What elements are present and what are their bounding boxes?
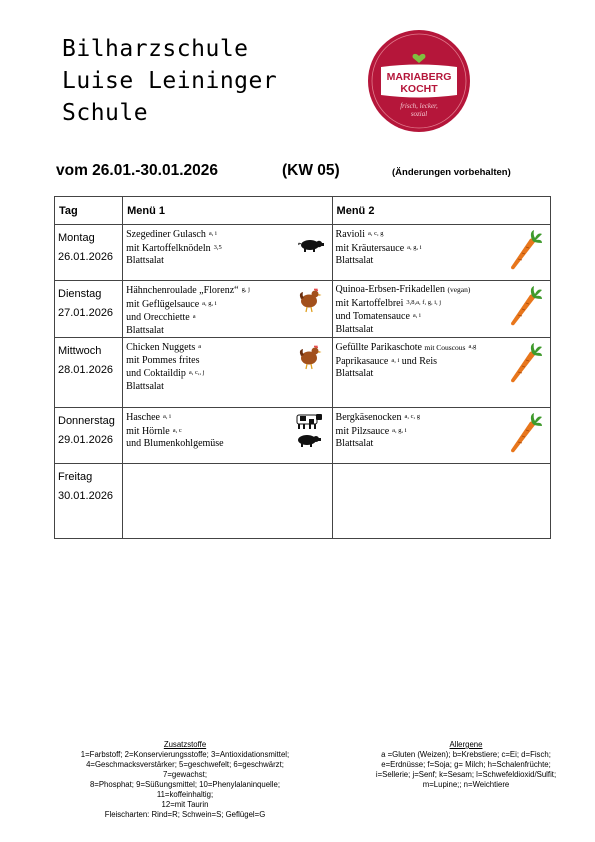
dish-description	[333, 464, 550, 467]
allergens-line: i=Sellerie; j=Senf; k=Sesam; l=Schwefeldioxid/Sulfit;	[375, 770, 557, 779]
dish-text: Blattsalat	[335, 438, 374, 449]
day-date: 30.01.2026	[58, 490, 114, 502]
dish-text: Blattsalat	[126, 324, 164, 336]
dish-text: Blattsalat	[335, 368, 374, 379]
dish-text: mit Hörnle	[126, 425, 170, 437]
allergens-line: a =Gluten (Weizen); b=Krebstiere; c=Ei; d=Fisch;	[381, 750, 551, 759]
changes-note: (Änderungen vorbehalten)	[392, 167, 511, 178]
menu2-cell	[332, 408, 550, 464]
dish-text: Bergkäsenocken	[335, 412, 402, 423]
menu-row-donnerstag	[55, 408, 551, 464]
week-range: vom 26.01.-30.01.2026	[56, 162, 219, 179]
allergens-title: Allergene	[449, 740, 483, 749]
day-name: Freitag	[58, 471, 93, 483]
dish-text: Gefüllte Parikaschote	[335, 342, 422, 353]
dish-text: Blattsalat	[126, 255, 164, 266]
menu-table	[54, 196, 551, 539]
allergens-line: m=Lupine;; n=Weichtiere	[422, 780, 510, 789]
allergens-legend	[356, 740, 576, 790]
chicken-icon	[298, 287, 322, 318]
day-date: 27.01.2026	[58, 307, 114, 319]
menu2-cell	[332, 464, 550, 539]
calendar-week: (KW 05)	[282, 162, 340, 179]
additives-line: 12=mit Taurin	[161, 800, 209, 809]
allergen-codes: a	[192, 313, 196, 320]
allergen-codes: a, i	[163, 413, 171, 420]
allergen-codes: a, c, g	[368, 230, 384, 237]
allergen-codes: a, g, i	[202, 299, 217, 307]
additives-line: 4=Geschmacksverstärker; 5=geschwefelt; 6=geschwärzt; 7=gewachst;	[86, 760, 284, 779]
allergen-codes: a, i	[208, 230, 217, 237]
logo-tagline1: frisch, lecker,	[400, 102, 438, 110]
menu-body	[55, 225, 551, 539]
day-cell	[55, 225, 123, 281]
day-cell	[55, 408, 123, 464]
dish-text: Ravioli	[335, 229, 365, 240]
table-header-row	[55, 197, 551, 225]
school-name	[62, 33, 277, 129]
allergen-codes: g, j	[241, 286, 250, 293]
cow-pig-icon	[294, 411, 324, 454]
menu1-cell	[123, 408, 332, 464]
carrot-icon	[508, 285, 542, 332]
school-name-line2: Luise Leininger	[62, 68, 278, 94]
carrot-icon	[508, 412, 542, 459]
school-name-line1: Bilharzschule	[62, 36, 249, 62]
col-menu1-header: Menü 1	[123, 197, 332, 225]
day-cell	[55, 281, 123, 338]
menu-row-dienstag	[55, 281, 551, 338]
allergen-codes: a, i	[391, 356, 400, 364]
col-day-header: Tag	[55, 197, 123, 225]
menu2-cell	[332, 338, 550, 408]
menu1-cell	[123, 338, 332, 408]
dish-line	[126, 381, 331, 394]
allergen-codes: a,g	[468, 343, 477, 350]
dish-text: Chicken Nuggets	[126, 342, 196, 353]
allergen-codes: a, c	[172, 426, 182, 434]
day-date: 29.01.2026	[58, 434, 114, 446]
menu-row-mittwoch	[55, 338, 551, 408]
menu-row-freitag	[55, 464, 551, 539]
logo-brand1: MARIABERG	[386, 71, 452, 83]
day-cell	[55, 464, 123, 539]
additives-line: 8=Phosphat; 9=Süßungsmittel; 10=Phenylalaninquelle; 11=koffeinhaltig;	[89, 780, 281, 799]
day-cell	[55, 338, 123, 408]
menu1-cell	[123, 464, 332, 539]
dish-text: Hähnchenroulade „Florenz“	[126, 285, 239, 296]
dish-text: und Reis	[401, 355, 438, 367]
day-date: 28.01.2026	[58, 364, 114, 376]
day-name: Donnerstag	[58, 415, 115, 427]
menu-row-montag	[55, 225, 551, 281]
additives-title: Zusatzstoffe	[163, 740, 207, 749]
menu1-cell	[123, 225, 332, 281]
allergen-codes: a	[198, 343, 202, 350]
menu1-cell	[123, 281, 332, 338]
allergen-codes: a, c, g	[404, 413, 420, 420]
allergen-codes: 3,5	[213, 243, 222, 251]
dish-text: mit Kartoffelknödeln	[126, 242, 211, 254]
menu2-cell	[332, 281, 550, 338]
logo-brand2: KOCHT	[400, 83, 438, 95]
logo-tagline2: sozial	[410, 110, 428, 118]
allergen-codes: a, c,, j	[188, 369, 205, 376]
school-name-line3: Schule	[62, 100, 149, 126]
additives-legend	[72, 740, 298, 820]
col-menu2-header: Menü 2	[332, 197, 550, 225]
dish-text: Haschee	[126, 412, 160, 423]
dish-text: Blattsalat	[335, 323, 374, 335]
dish-text: Szegediner Gulasch	[126, 229, 206, 240]
pig-icon	[298, 237, 324, 258]
dish-text: mit Kräutersauce	[335, 242, 405, 254]
day-date: 26.01.2026	[58, 251, 114, 263]
dish-text: und Orecchiette	[126, 312, 190, 323]
allergen-codes: 3,8,a, f, g, i, j	[406, 298, 442, 306]
dish-text: mit Pilzsauce	[335, 425, 390, 437]
allergen-codes: a, g, i	[407, 243, 422, 251]
mariaberg-kocht-logo	[367, 29, 471, 133]
chicken-icon	[298, 344, 322, 375]
day-name: Mittwoch	[58, 345, 102, 357]
carrot-icon	[508, 229, 542, 276]
dish-text: Quinoa-Erbsen-Frikadellen	[335, 284, 445, 295]
dish-text: und Tomatensauce	[335, 311, 410, 322]
meat-types-line: Fleischarten: Rind=R; Schwein=S; Geflügel=G	[104, 810, 266, 819]
dish-extra: (vegan)	[447, 285, 471, 294]
dish-description	[123, 464, 331, 467]
allergen-codes: a, i	[412, 312, 421, 319]
allergens-line: e=Erdnüsse; f=Soja; g= Milch; h=Schalenfrüchte;	[381, 760, 551, 769]
day-name: Dienstag	[58, 288, 102, 300]
dish-text: Blattsalat	[335, 255, 374, 266]
dish-text: Blattsalat	[126, 380, 164, 392]
menu2-cell	[332, 225, 550, 281]
allergen-codes: a, g, i	[392, 426, 407, 434]
dish-line	[126, 325, 331, 338]
dish-text: und Blumenkohlgemüse	[126, 438, 224, 449]
dish-text: mit Kartoffelbrei	[335, 297, 404, 309]
carrot-icon	[508, 342, 542, 389]
dish-text: mit Geflügelsauce	[126, 298, 200, 310]
dish-text: mit Pommes frites	[126, 354, 200, 366]
dish-extra: mit Couscous	[424, 343, 466, 352]
additives-line: 1=Farbstoff; 2=Konservierungsstoffe; 3=Antioxidationsmittel;	[80, 750, 290, 759]
dish-text: und Coktaildip	[126, 368, 186, 379]
dish-text: Paprikasauce	[335, 355, 389, 367]
day-name: Montag	[58, 232, 95, 244]
